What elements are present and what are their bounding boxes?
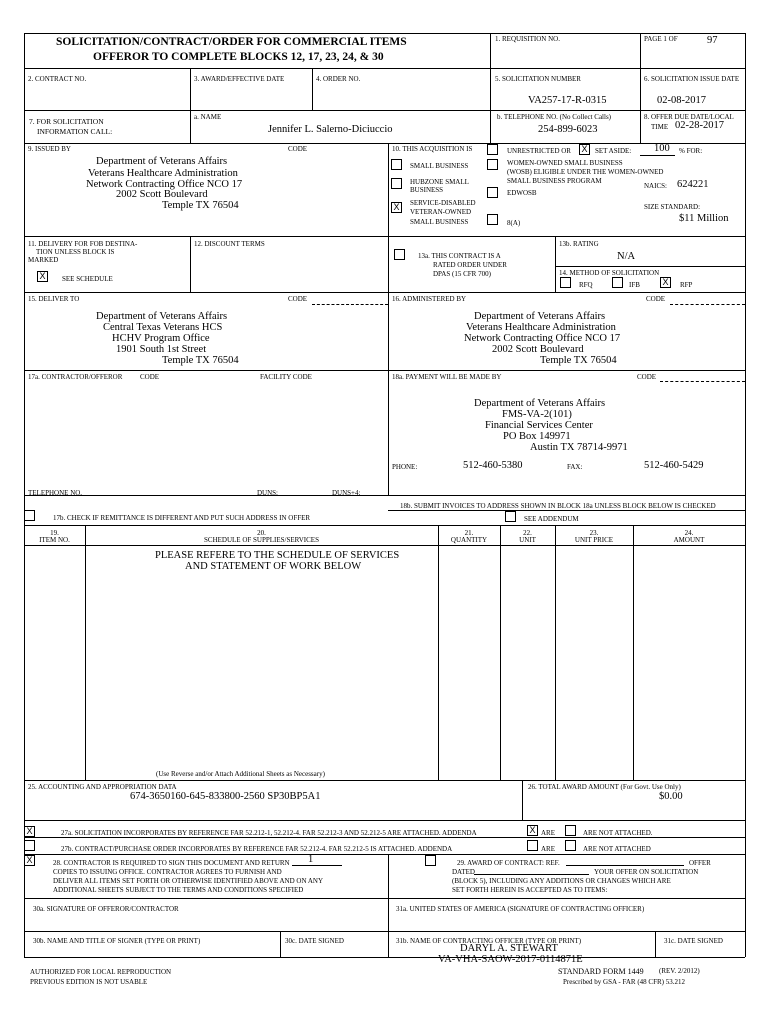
col21-header: QUANTITY <box>450 536 488 544</box>
requisition-no-label: 1. REQUISITION NO. <box>495 35 560 43</box>
footer-prescribed: Prescribed by GSA - FAR (48 CFR) 53.212 <box>563 978 685 986</box>
total-award-value: $0.00 <box>659 791 683 802</box>
rated-order-checkbox[interactable] <box>394 249 405 260</box>
c27b-checkbox[interactable] <box>24 840 35 851</box>
deliver-to-line1: Department of Veterans Affairs <box>96 311 228 322</box>
method-label: 14. METHOD OF SOLICITATION <box>559 269 660 277</box>
contact-phone: 254-899-6023 <box>538 124 598 135</box>
issue-date: 02-08-2017 <box>657 95 706 106</box>
hubzone-checkbox[interactable] <box>391 178 402 189</box>
administered-by-line5: Temple TX 76504 <box>540 355 617 366</box>
deliver-to-line5: Temple TX 76504 <box>162 355 239 366</box>
rated-order-label3: DPAS (15 CFR 700) <box>433 270 491 278</box>
duns-label: DUNS: <box>257 489 279 497</box>
remittance-checkbox[interactable] <box>24 510 35 521</box>
payment-line4: PO Box 149971 <box>503 431 571 442</box>
payment-phone-label: PHONE: <box>392 463 418 471</box>
time-label: TIME <box>651 123 669 131</box>
hubzone-label2: BUSINESS <box>410 186 444 194</box>
hubzone-label1: HUBZONE SMALL <box>410 178 469 186</box>
officer-signature-label: 31a. UNITED STATES OF AMERICA (SIGNATURE OF CONTRACTING OFFICER) <box>396 905 645 913</box>
issued-by-line4: 2002 Scott Boulevard <box>116 189 208 200</box>
col22-header: UNIT <box>519 536 536 544</box>
edwosb-checkbox[interactable] <box>487 187 498 198</box>
offeror-date-label: 30c. DATE SIGNED <box>285 937 344 945</box>
col22-num: 22. <box>523 529 532 537</box>
payment-code-label: CODE <box>637 373 657 381</box>
form-title-line2: OFFEROR TO COMPLETE BLOCKS 12, 17, 23, 24, & 30 <box>93 51 384 63</box>
deliver-to-label: 15. DELIVER TO <box>28 295 80 303</box>
sdvosb-label2: VETERAN-OWNED <box>410 208 472 216</box>
block29-line2: YOUR OFFER ON SOLICITATION <box>594 868 699 876</box>
issued-by-line1: Department of Veterans Affairs <box>96 156 228 167</box>
footer-reproduction: AUTHORIZED FOR LOCAL REPRODUCTION <box>30 968 172 976</box>
set-aside-checkbox[interactable]: X <box>579 144 590 155</box>
block28-line3: DELIVER ALL ITEMS SET FORTH OR OTHERWISE IDENTIFIED ABOVE AND ON ANY <box>53 877 324 885</box>
accounting-label: 25. ACCOUNTING AND APPROPRIATION DATA <box>28 783 177 791</box>
block28-line1: 28. CONTRACTOR IS REQUIRED TO SIGN THIS DOCUMENT AND RETURN <box>53 859 290 867</box>
c27a-are-not-checkbox[interactable] <box>565 825 576 836</box>
offer-due-date: 02-28-2017 <box>675 120 724 131</box>
set-aside-percent: 100 <box>654 143 670 154</box>
contractor-label: 17a. CONTRACTOR/OFFEROR <box>28 373 123 381</box>
c27b-text: 27b. CONTRACT/PURCHASE ORDER INCORPORATES BY REFERENCE FAR 52.212-4. FAR 52.212-5 IS ATTACHED. ADDENDA <box>61 845 453 853</box>
contractor-code-label: CODE <box>140 373 160 381</box>
payment-line2: FMS-VA-2(101) <box>502 409 572 420</box>
page-of-label: PAGE 1 OF <box>644 35 678 43</box>
size-standard-label: SIZE STANDARD: <box>644 203 701 211</box>
total-award-label: 26. TOTAL AWARD AMOUNT (For Govt. Use Only) <box>528 783 681 791</box>
discount-terms-label: 12. DISCOUNT TERMS <box>194 240 265 248</box>
rating-label: 13b. RATING <box>559 240 599 248</box>
naics-label: NAICS: <box>644 182 667 190</box>
issued-by-code-label: CODE <box>288 145 308 153</box>
footer-previous-edition: PREVIOUS EDITION IS NOT USABLE <box>30 978 148 986</box>
block28-line4: ADDITIONAL SHEETS SUBJECT TO THE TERMS AND CONDITIONS SPECIFIED <box>53 886 304 894</box>
facility-code-label: FACILITY CODE <box>260 373 312 381</box>
percent-for-label: % FOR: <box>679 147 703 155</box>
name-label: a. NAME <box>194 113 222 121</box>
contract-no-label: 2. CONTRACT NO. <box>28 75 87 83</box>
footer-form-name: STANDARD FORM 1449 <box>558 967 644 976</box>
c27b-are-label: ARE <box>541 845 555 853</box>
col24-header: AMOUNT <box>673 536 705 544</box>
unrestricted-checkbox[interactable] <box>487 144 498 155</box>
small-business-label: SMALL BUSINESS <box>410 162 469 170</box>
addendum-checkbox[interactable] <box>505 511 516 522</box>
sdvosb-label3: SMALL BUSINESS <box>410 218 469 226</box>
col23-header: UNIT PRICE <box>574 536 614 544</box>
deliver-to-line2: Central Texas Veterans HCS <box>103 322 223 333</box>
c27a-text: 27a. SOLICITATION INCORPORATES BY REFERENCE FAR 52.212-1, 52.212-4. FAR 52.212-3 AND 52.212-5 ARE ATTACHED. ADDENDA <box>61 829 477 837</box>
payment-phone: 512-460-5380 <box>463 460 523 471</box>
payment-fax: 512-460-5429 <box>644 460 704 471</box>
footer-revision: (REV. 2/2012) <box>659 967 700 975</box>
officer-date-label: 31c. DATE SIGNED <box>664 937 723 945</box>
rfp-label: RFP <box>680 281 693 289</box>
eight-a-label: 8(A) <box>507 219 521 227</box>
size-standard-value: $11 Million <box>679 213 729 224</box>
issued-by-line3: Network Contracting Office NCO 17 <box>86 179 243 190</box>
col19-num: 19. <box>50 529 59 537</box>
schedule-body-line1: PLEASE REFERE TO THE SCHEDULE OF SERVICES <box>155 550 400 561</box>
edwosb-label: EDWOSB <box>507 189 537 197</box>
contractor-telephone-label: TELEPHONE NO. <box>28 489 83 497</box>
issue-date-label: 6. SOLICITATION ISSUE DATE <box>644 75 740 83</box>
deliver-to-line4: 1901 South 1st Street <box>116 344 207 355</box>
wosb-label3: SMALL BUSINESS PROGRAM <box>507 177 602 185</box>
officer-id: VA-VHA-SAOW-2017-0114871E <box>438 954 583 965</box>
delivery-label3: MARKED <box>28 256 59 264</box>
block29-line1: 29. AWARD OF CONTRACT: REF. <box>457 859 560 867</box>
wosb-label2: (WOSB) ELIGIBLE UNDER THE WOMEN-OWNED <box>507 168 664 176</box>
c27a-are-checkbox[interactable]: X <box>527 825 538 836</box>
rated-order-label1: 13a. THIS CONTRACT IS A <box>418 252 501 260</box>
duns4-label: DUNS+4: <box>332 489 361 497</box>
information-call-label: INFORMATION CALL: <box>37 127 113 136</box>
wosb-checkbox[interactable] <box>487 159 498 170</box>
block29-offer: OFFER <box>689 859 711 867</box>
administered-by-label: 16. ADMINISTERED BY <box>392 295 467 303</box>
administered-by-line3: Network Contracting Office NCO 17 <box>464 333 621 344</box>
eight-a-checkbox[interactable] <box>487 214 498 225</box>
block28-line2: COPIES TO ISSUING OFFICE. CONTRACTOR AGREES TO FURNISH AND <box>53 868 282 876</box>
ifb-label: IFB <box>629 281 640 289</box>
for-solicitation-label: 7. FOR SOLICITATION <box>29 117 104 126</box>
see-schedule-checkbox[interactable]: X <box>37 271 48 282</box>
administered-by-line2: Veterans Healthcare Administration <box>466 322 616 333</box>
col24-num: 24. <box>684 529 694 537</box>
payment-line1: Department of Veterans Affairs <box>474 398 606 409</box>
schedule-body-line2: AND STATEMENT OF WORK BELOW <box>185 561 362 572</box>
block29-checkbox[interactable] <box>425 855 436 866</box>
rfp-checkbox[interactable]: X <box>660 277 671 288</box>
offeror-signature-label: 30a. SIGNATURE OF OFFEROR/CONTRACTOR <box>33 905 179 913</box>
accounting-value: 674-3650160-645-833800-2560 SP30BP5A1 <box>130 791 321 802</box>
sdvosb-checkbox[interactable]: X <box>391 202 402 213</box>
administered-by-code-label: CODE <box>646 295 666 303</box>
block29-dated: DATED <box>452 868 475 876</box>
block29-line3: (BLOCK 5), INCLUDING ANY ADDITIONS OR CHANGES WHICH ARE <box>452 877 671 885</box>
small-business-checkbox[interactable] <box>391 159 402 170</box>
issued-by-line5: Temple TX 76504 <box>162 200 239 211</box>
award-date-label: 3. AWARD/EFFECTIVE DATE <box>194 75 285 83</box>
block28-checkbox[interactable]: X <box>24 855 35 866</box>
signer-name-label: 30b. NAME AND TITLE OF SIGNER (TYPE OR PRINT) <box>33 937 201 945</box>
officer-name-label: 31b. NAME OF CONTRACTING OFFICER (TYPE OR PRINT) <box>396 937 582 945</box>
administered-by-line4: 2002 Scott Boulevard <box>492 344 584 355</box>
rfq-label: RFQ <box>579 281 593 289</box>
contact-name: Jennifer L. Salerno-Diciuccio <box>268 124 393 135</box>
wosb-label1: WOMEN-OWNED SMALL BUSINESS <box>507 159 623 167</box>
c27a-checkbox[interactable]: X <box>24 826 35 837</box>
c27a-are-not-label: ARE NOT ATTACHED. <box>583 829 653 837</box>
block29-line4: SET FORTH HEREIN IS ACCEPTED AS TO ITEMS: <box>452 886 608 894</box>
c27b-are-not-label: ARE NOT ATTACHED <box>583 845 651 853</box>
ifb-checkbox[interactable] <box>612 277 623 288</box>
acquisition-label: 10. THIS ACQUISITION IS <box>392 145 473 153</box>
telephone-label: b. TELEPHONE NO. (No Collect Calls) <box>497 113 611 121</box>
sdvosb-label1: SERVICE-DISABLED <box>410 199 476 207</box>
issued-by-label: 9. ISSUED BY <box>28 145 71 153</box>
rating-value: N/A <box>617 251 636 262</box>
offer-due-label: 8. OFFER DUE DATE/LOCAL <box>644 113 734 121</box>
col20-num: 20. <box>257 529 266 537</box>
remittance-label: 17b. CHECK IF REMITTANCE IS DIFFERENT AND PUT SUCH ADDRESS IN OFFER <box>53 514 311 522</box>
delivery-label1: 11. DELIVERY FOR FOB DESTINA- <box>28 240 138 248</box>
page-total: 97 <box>707 35 718 46</box>
rfq-checkbox[interactable] <box>560 277 571 288</box>
col23-num: 23. <box>589 529 599 537</box>
administered-by-line1: Department of Veterans Affairs <box>474 311 606 322</box>
c27a-are-label: ARE <box>541 829 555 837</box>
form-title-line1: SOLICITATION/CONTRACT/ORDER FOR COMMERCIAL ITEMS <box>56 36 407 48</box>
payment-label: 18a. PAYMENT WILL BE MADE BY <box>392 373 502 381</box>
payment-line3: Financial Services Center <box>485 420 593 431</box>
schedule-footnote: (Use Reverse and/or Attach Additional Sheets as Necessary) <box>156 770 325 778</box>
officer-name: DARYL A. STEWART <box>460 943 558 954</box>
order-no-label: 4. ORDER NO. <box>316 75 361 83</box>
col21-num: 21. <box>464 529 474 537</box>
unrestricted-label: UNRESTRICTED OR <box>507 147 571 155</box>
addendum-label: SEE ADDENDUM <box>524 515 579 523</box>
col19-header: ITEM NO. <box>39 536 70 544</box>
c27b-are-not-checkbox[interactable] <box>565 840 576 851</box>
set-aside-label: SET ASIDE: <box>595 147 632 155</box>
deliver-to-line3: HCHV Program Office <box>112 333 210 344</box>
see-schedule-label: SEE SCHEDULE <box>62 275 113 283</box>
naics-value: 624221 <box>677 179 709 190</box>
delivery-label2: TION UNLESS BLOCK IS <box>36 248 115 256</box>
c27b-are-checkbox[interactable] <box>527 840 538 851</box>
col20-header: SCHEDULE OF SUPPLIES/SERVICES <box>204 536 319 544</box>
payment-line5: Austin TX 78714-9971 <box>530 442 628 453</box>
issued-by-line2: Veterans Healthcare Administration <box>88 168 238 179</box>
deliver-to-code-label: CODE <box>288 295 308 303</box>
block28-copies: 1 <box>308 854 314 865</box>
solicitation-no-label: 5. SOLICITATION NUMBER <box>495 75 581 83</box>
solicitation-no: VA257-17-R-0315 <box>528 95 607 106</box>
rated-order-label2: RATED ORDER UNDER <box>433 261 507 269</box>
invoice-label: 18b. SUBMIT INVOICES TO ADDRESS SHOWN IN BLOCK 18a UNLESS BLOCK BELOW IS CHECKED <box>400 502 716 510</box>
payment-fax-label: FAX: <box>567 463 583 471</box>
